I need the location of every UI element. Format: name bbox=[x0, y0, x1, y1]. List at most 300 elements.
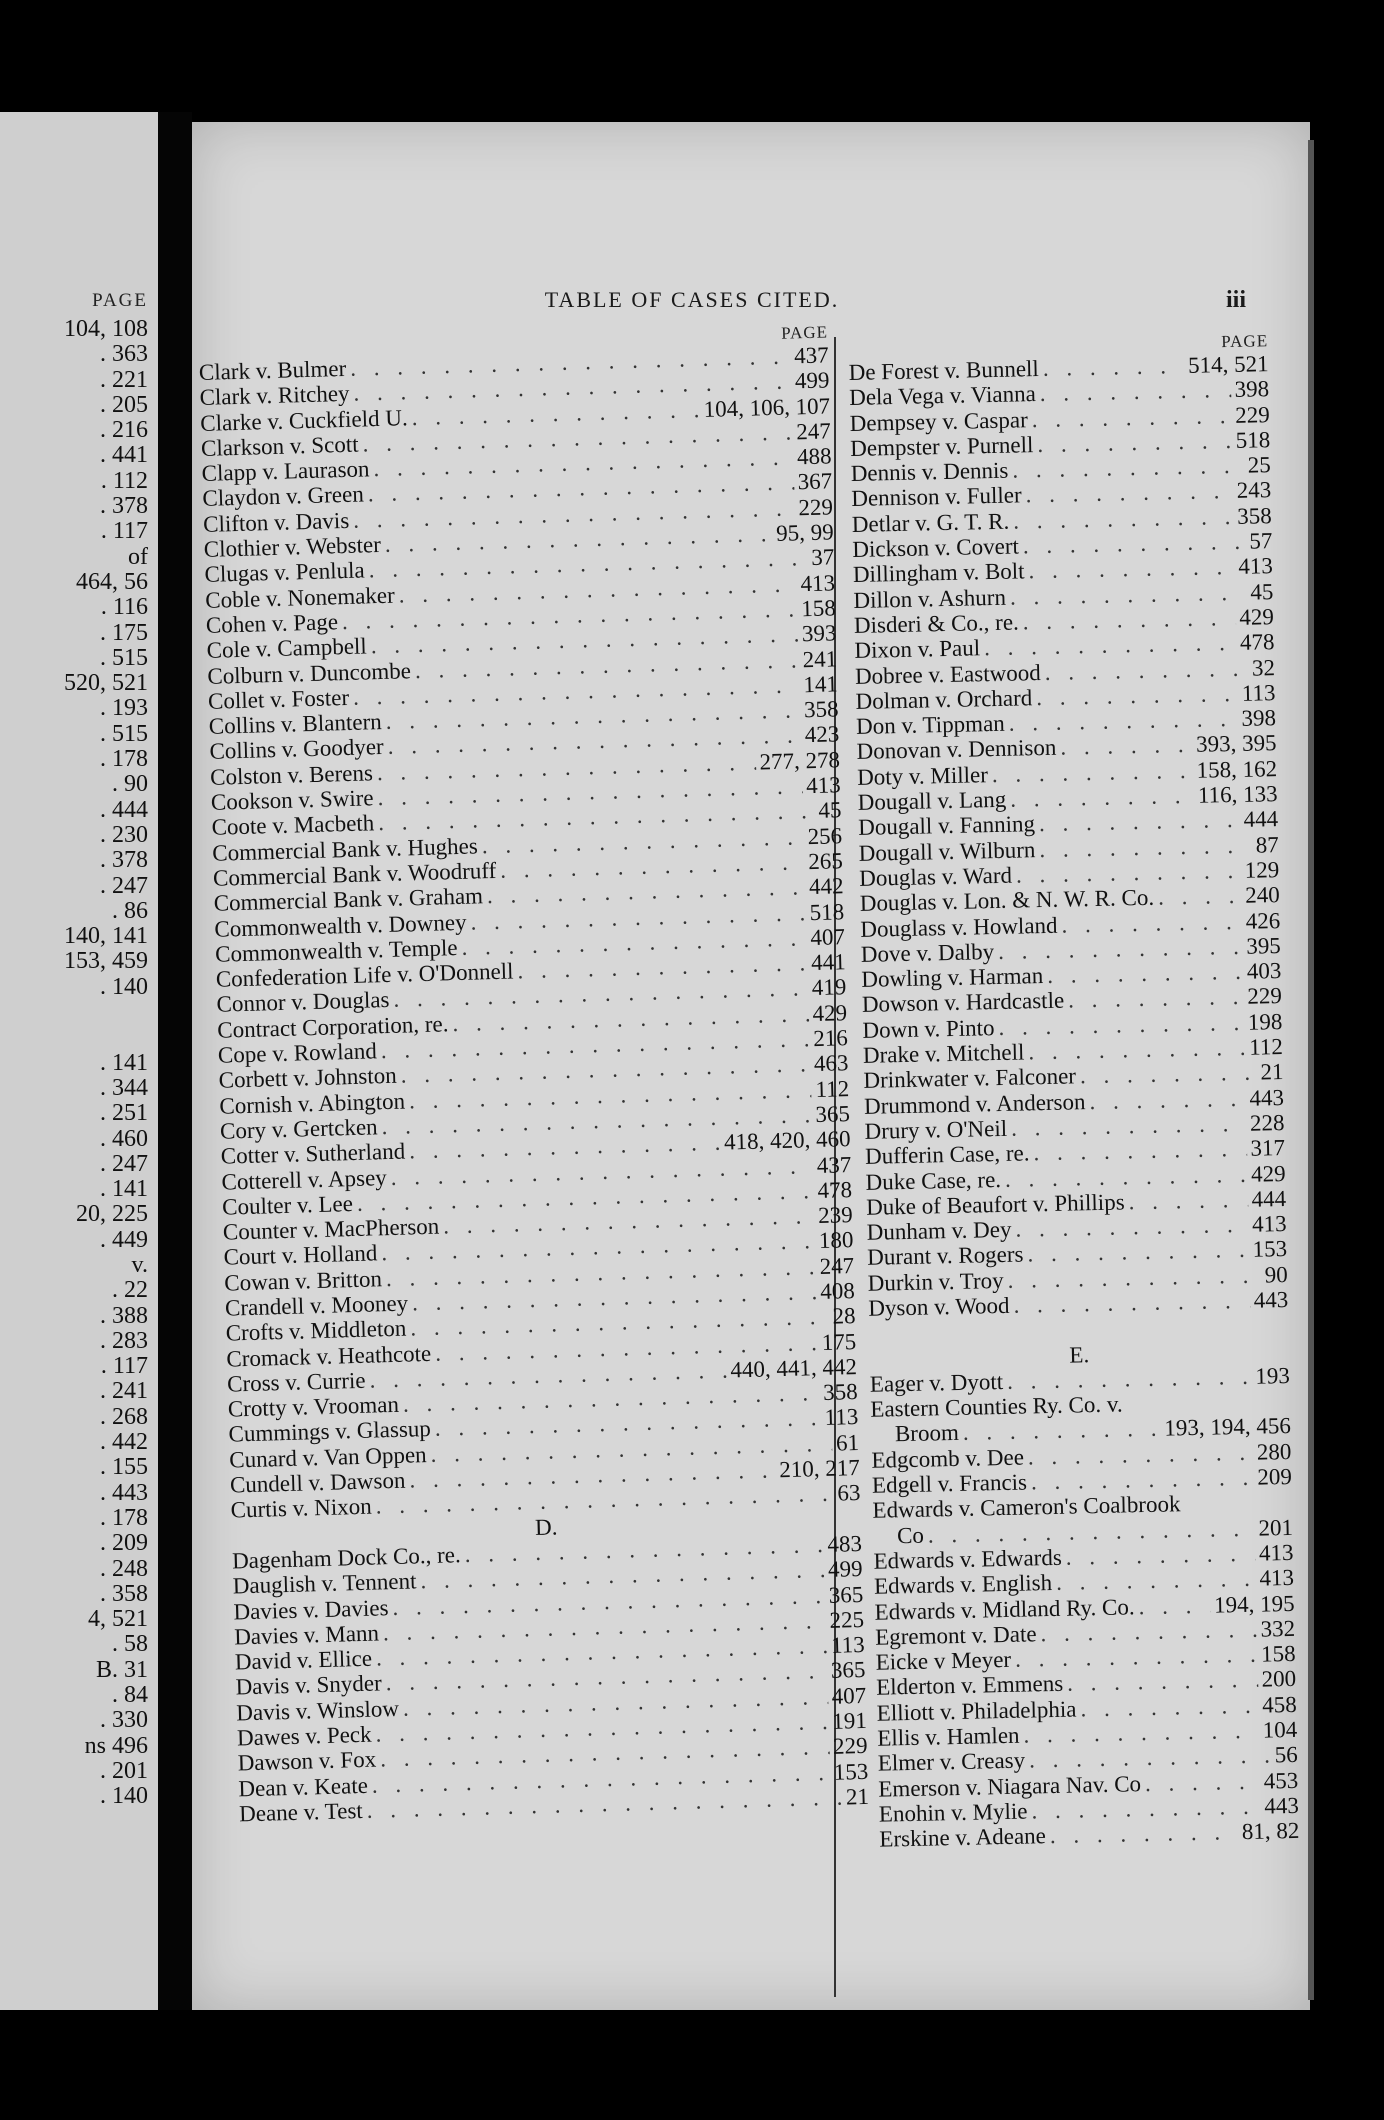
prev-page-row: 520, 521 bbox=[64, 670, 148, 697]
case-name: Dixon v. Paul bbox=[854, 635, 981, 664]
case-name: Enohin v. Mylie bbox=[878, 1798, 1028, 1827]
prev-page-row: . 247 bbox=[100, 1150, 148, 1177]
left-entries bbox=[199, 342, 861, 1523]
case-name: Dufferin Case, re. bbox=[864, 1140, 1030, 1170]
case-name: Cunard v. Van Oppen bbox=[228, 1441, 427, 1473]
case-page-number: 518 bbox=[809, 898, 845, 925]
prev-page-row: . 241 bbox=[100, 1378, 148, 1405]
case-name: David v. Ellice bbox=[234, 1645, 373, 1675]
prev-page-row: . 117 bbox=[100, 518, 148, 545]
section-heading-d: D. bbox=[534, 1514, 558, 1540]
prev-page-row: . 117 bbox=[100, 1353, 148, 1380]
prev-page-row bbox=[0, 1025, 148, 1050]
case-name: Dolman v. Orchard bbox=[855, 685, 1033, 714]
case-name: Dauglish v. Tennent bbox=[232, 1568, 417, 1599]
case-page-number: 442 bbox=[808, 873, 844, 900]
case-page-number: 443 bbox=[1264, 1792, 1300, 1819]
case-page-number: 426 bbox=[1245, 907, 1281, 934]
case-page-number: 418, 420, 460 bbox=[723, 1126, 851, 1155]
prev-page-row: . 155 bbox=[100, 1454, 148, 1481]
case-name: Confederation Life v. O'Donnell bbox=[215, 958, 514, 992]
case-page-number: 112 bbox=[1248, 1034, 1284, 1060]
case-name: Drake v. Mitchell bbox=[862, 1039, 1025, 1068]
case-name: Drummond v. Anderson bbox=[863, 1088, 1086, 1119]
case-name: Edgcomb v. Dee bbox=[871, 1444, 1025, 1473]
case-page-number: 153 bbox=[1252, 1236, 1288, 1263]
case-page-number: 478 bbox=[817, 1176, 853, 1203]
case-name: Elderton v. Emmens bbox=[875, 1671, 1064, 1701]
prev-page-row: . 283 bbox=[100, 1327, 148, 1354]
case-name: Elmer v. Creasy bbox=[877, 1747, 1026, 1777]
case-name: Dawson v. Fox bbox=[237, 1746, 377, 1776]
case-page-number: 256 bbox=[807, 822, 843, 849]
case-page-number: 57 bbox=[1249, 528, 1273, 554]
case-page-number: 200 bbox=[1261, 1666, 1297, 1693]
prev-page-row: . 378 bbox=[100, 493, 148, 520]
case-page-number: 444 bbox=[1243, 806, 1279, 833]
case-page-number: 488 bbox=[796, 443, 832, 470]
case-name: Counter v. MacPherson bbox=[222, 1213, 440, 1245]
case-page-number: 478 bbox=[1239, 629, 1275, 656]
case-name: Dela Vega v. Vianna bbox=[848, 381, 1037, 411]
case-page-number: 113 bbox=[1241, 679, 1276, 706]
case-name: Dillingham v. Bolt bbox=[852, 558, 1025, 588]
case-name: Dyson v. Wood bbox=[868, 1292, 1010, 1321]
prev-page-row: . 441 bbox=[100, 442, 148, 469]
case-page-number: 440, 441, 442 bbox=[730, 1353, 858, 1383]
case-name: Edwards v. Cameron's Coalbrook bbox=[872, 1491, 1181, 1524]
case-page-number: 413 bbox=[1259, 1565, 1295, 1591]
prev-page-row: . 251 bbox=[100, 1100, 148, 1127]
case-page-number: 158 bbox=[1260, 1641, 1296, 1667]
prev-page-row: . 443 bbox=[100, 1479, 148, 1506]
case-page-number: 112 bbox=[815, 1075, 850, 1102]
case-page-number: 37 bbox=[810, 544, 835, 571]
case-name: Dagenham Dock Co., re. bbox=[231, 1542, 462, 1574]
case-page-number: 45 bbox=[818, 797, 842, 824]
case-name: Dowling v. Harman bbox=[861, 963, 1044, 992]
case-page-number: 243 bbox=[1236, 477, 1272, 504]
case-page-number: 365 bbox=[830, 1657, 866, 1684]
prev-page-row: . 175 bbox=[100, 619, 148, 646]
case-page-number: 419 bbox=[811, 974, 847, 1001]
case-name: Egremont v. Date bbox=[874, 1621, 1037, 1650]
case-page-number: 358 bbox=[803, 696, 839, 723]
book-gutter bbox=[158, 112, 192, 2010]
case-page-number: 194, 195 bbox=[1213, 1590, 1295, 1618]
prev-page-row: . 247 bbox=[100, 872, 148, 899]
prev-page-row: . 22 bbox=[112, 1277, 148, 1304]
case-page-number: 458 bbox=[1261, 1691, 1297, 1718]
case-name: Clarke v. Cuckfield U. bbox=[199, 404, 408, 436]
case-name: Dougall v. Fanning bbox=[857, 811, 1036, 841]
prev-page-row: . 444 bbox=[100, 796, 148, 823]
prev-page-row: . 116 bbox=[100, 594, 148, 621]
prev-page-row: . 112 bbox=[100, 467, 148, 494]
page-folio: iii bbox=[1225, 287, 1246, 313]
case-name: Dunham v. Dey bbox=[866, 1216, 1012, 1245]
case-name: Erskine v. Adeane bbox=[879, 1823, 1047, 1852]
case-name: Edgell v. Francis bbox=[871, 1469, 1028, 1498]
case-name: Duke Case, re. bbox=[865, 1166, 1002, 1195]
leader-dots bbox=[1031, 1465, 1254, 1495]
prev-page-row: . 140 bbox=[100, 973, 148, 1000]
case-name: Clark v. Ritchey bbox=[199, 381, 350, 411]
case-page-number: 191 bbox=[831, 1707, 868, 1734]
case-page-number: 367 bbox=[797, 468, 833, 495]
case-name: Dean v. Keate bbox=[238, 1772, 369, 1802]
prev-page-row: . 141 bbox=[100, 1176, 148, 1203]
case-name: Edwards v. Edwards bbox=[873, 1544, 1063, 1574]
case-page-number: 413 bbox=[805, 772, 842, 799]
case-page-number: 28 bbox=[832, 1303, 856, 1329]
case-page-number: 247 bbox=[819, 1252, 855, 1279]
case-page-number: 158 bbox=[800, 595, 837, 622]
case-name: Cory v. Gertcken bbox=[219, 1114, 378, 1144]
prev-page-row: . 140 bbox=[100, 1783, 148, 1810]
prev-page-row: 464, 56 bbox=[76, 568, 148, 595]
case-page-number: 229 bbox=[1234, 401, 1270, 428]
prev-page-row: ns 496 bbox=[84, 1732, 148, 1759]
case-page-number: 90 bbox=[1264, 1261, 1288, 1288]
prev-page-page-numbers bbox=[0, 317, 148, 1810]
case-name: Drury v. O'Neil bbox=[864, 1115, 1008, 1144]
case-name: Dempsey v. Caspar bbox=[849, 406, 1028, 436]
prev-page-row: . 248 bbox=[100, 1555, 148, 1582]
prev-page-row: . 460 bbox=[100, 1125, 148, 1152]
case-name: Claydon v. Green bbox=[202, 481, 365, 512]
case-page-number: 116, 133 bbox=[1197, 781, 1278, 808]
case-name: Edwards v. Midland Ry. Co. bbox=[874, 1593, 1135, 1625]
case-page-number: 413 bbox=[1251, 1211, 1287, 1237]
case-page-number: 21 bbox=[1260, 1059, 1284, 1085]
case-name: Davies v. Mann bbox=[233, 1620, 380, 1650]
case-page-number: 229 bbox=[1247, 983, 1283, 1010]
case-page-number: 437 bbox=[816, 1151, 852, 1178]
case-name: Cundell v. Dawson bbox=[229, 1467, 406, 1498]
case-name: Edwards v. English bbox=[873, 1570, 1053, 1599]
case-page-number: 358 bbox=[822, 1379, 858, 1406]
case-name: Douglas v. Ward bbox=[859, 862, 1013, 891]
case-name: Dillon v. Ashurn bbox=[853, 584, 1007, 613]
prev-page-row: . 84 bbox=[112, 1682, 148, 1709]
prev-page-row: . 363 bbox=[100, 341, 148, 368]
case-page-number: 518 bbox=[1235, 427, 1271, 453]
left-column bbox=[198, 322, 869, 1826]
prev-page-row: . 90 bbox=[112, 771, 148, 798]
case-name: Eicke v Meyer bbox=[875, 1647, 1012, 1675]
case-name: Cummings v. Glassup bbox=[228, 1416, 432, 1448]
case-page-number: 407 bbox=[810, 924, 846, 950]
case-name: Cope v. Rowland bbox=[217, 1038, 378, 1068]
case-page-number: 25 bbox=[1247, 452, 1271, 478]
case-page-number: 365 bbox=[815, 1101, 851, 1127]
prev-page-row: . 58 bbox=[112, 1631, 148, 1658]
case-name: Coulter v. Lee bbox=[221, 1190, 354, 1220]
case-page-number: 153 bbox=[833, 1758, 869, 1785]
running-head: TABLE OF CASES CITED. bbox=[544, 287, 840, 312]
case-page-number: 398 bbox=[1234, 376, 1270, 403]
case-name: Clark v. Bulmer bbox=[198, 355, 347, 385]
leader-dots bbox=[1065, 1541, 1255, 1570]
case-name: Doty v. Miller bbox=[856, 761, 989, 790]
prev-page-row: v. bbox=[131, 1251, 148, 1278]
case-page-number: 403 bbox=[1246, 958, 1282, 984]
case-name: Curtis v. Nixon bbox=[230, 1493, 372, 1523]
case-name: Durkin v. Troy bbox=[867, 1267, 1004, 1296]
right-entries bbox=[848, 351, 1288, 1321]
leader-dots bbox=[1061, 908, 1242, 937]
case-page-number: 444 bbox=[1251, 1185, 1287, 1212]
case-name: Dowson v. Hardcastle bbox=[861, 988, 1065, 1018]
prev-page-row: . 141 bbox=[100, 1049, 148, 1076]
case-name: Coote v. Macbeth bbox=[211, 810, 375, 841]
case-page-number: 239 bbox=[817, 1202, 854, 1229]
prev-page-row: . 515 bbox=[100, 720, 148, 747]
previous-page-fragment bbox=[0, 112, 158, 2010]
case-name: Commercial Bank v. Graham bbox=[213, 883, 484, 917]
case-page-number: 453 bbox=[1263, 1767, 1299, 1794]
case-page-number: 201 bbox=[1258, 1514, 1294, 1541]
case-name: Collet v. Foster bbox=[207, 684, 350, 714]
prev-page-row: . 221 bbox=[100, 366, 148, 393]
case-page-number: 180 bbox=[818, 1227, 854, 1254]
prev-page-row: of bbox=[128, 543, 148, 570]
page-edge bbox=[1308, 140, 1314, 2000]
leader-dots bbox=[1080, 1692, 1258, 1721]
case-name: Crotty v. Vrooman bbox=[227, 1391, 400, 1422]
case-page-number: 193, 194, 456 bbox=[1164, 1413, 1292, 1442]
case-name: Dempster v. Purnell bbox=[850, 432, 1034, 461]
case-page-number: 429 bbox=[812, 999, 848, 1026]
prev-page-row: . 330 bbox=[100, 1707, 148, 1734]
prev-page-row: . 268 bbox=[100, 1403, 148, 1430]
case-page-number: 158, 162 bbox=[1196, 755, 1278, 783]
case-page-number: 408 bbox=[819, 1278, 856, 1304]
prev-page-row: . 230 bbox=[100, 821, 148, 848]
case-page-number: 499 bbox=[794, 367, 830, 394]
left-page-label: PAGE bbox=[780, 322, 829, 343]
case-name: Disderi & Co., re. bbox=[853, 609, 1020, 638]
case-page-number: 141 bbox=[803, 671, 839, 698]
case-page-number: 209 bbox=[1257, 1464, 1293, 1490]
case-page-number: 95, 99 bbox=[775, 519, 834, 547]
case-page-number: 175 bbox=[821, 1328, 857, 1355]
case-page-number: 277, 278 bbox=[759, 746, 841, 775]
case-name: Davis v. Snyder bbox=[235, 1670, 383, 1700]
case-name: Down v. Pinto bbox=[862, 1014, 995, 1043]
prev-page-row: . 205 bbox=[100, 391, 148, 418]
prev-page-row: 4, 521 bbox=[88, 1606, 148, 1633]
case-name: Cornish v. Abington bbox=[219, 1088, 406, 1119]
case-name: Cookson v. Swire bbox=[210, 785, 374, 815]
case-name: Connor v. Douglas bbox=[216, 987, 390, 1018]
case-name: Cohen v. Page bbox=[205, 609, 339, 638]
case-page-number: 398 bbox=[1241, 705, 1277, 731]
right-page-label: PAGE bbox=[1221, 331, 1269, 352]
case-name: Commonwealth v. Downey bbox=[214, 909, 467, 942]
case-name: Dougall v. Lang bbox=[857, 786, 1007, 815]
case-name: Cotter v. Sutherland bbox=[220, 1138, 406, 1169]
case-name: Durant v. Rogers bbox=[866, 1241, 1024, 1271]
case-page-number: 198 bbox=[1247, 1008, 1283, 1035]
section-heading-e: E. bbox=[1069, 1341, 1090, 1368]
case-page-number: 437 bbox=[793, 342, 830, 369]
case-page-number: 81, 82 bbox=[1241, 1818, 1300, 1845]
leader-dots bbox=[1010, 783, 1194, 812]
case-name: Collins v. Blantern bbox=[208, 709, 382, 740]
case-name: De Forest v. Bunnell bbox=[848, 356, 1040, 385]
case-page-number: 104, 106, 107 bbox=[703, 392, 831, 422]
case-page-number: 240 bbox=[1244, 882, 1280, 909]
case-page-number: 423 bbox=[804, 721, 840, 748]
prev-page-row: . 442 bbox=[100, 1429, 148, 1456]
case-page-number: 413 bbox=[800, 569, 836, 596]
case-page-number: 229 bbox=[798, 494, 834, 521]
case-page-number: 113 bbox=[830, 1632, 866, 1658]
prev-page-row: B. 31 bbox=[95, 1656, 148, 1683]
case-page-number: 229 bbox=[832, 1733, 868, 1760]
case-page-number: 358 bbox=[1237, 502, 1273, 529]
leader-dots bbox=[1138, 1592, 1210, 1619]
case-name: Dawes v. Peck bbox=[236, 1721, 372, 1751]
case-name: Deane v. Test bbox=[238, 1797, 364, 1827]
prev-page-row: . 449 bbox=[100, 1226, 148, 1253]
case-name: Crofts v. Middleton bbox=[225, 1315, 407, 1346]
prev-page-row: 153, 459 bbox=[64, 948, 148, 975]
left-entries-d bbox=[232, 1531, 870, 1827]
case-page-number: 87 bbox=[1255, 831, 1279, 858]
case-name: Dove v. Dalby bbox=[860, 938, 995, 967]
case-page-number: 429 bbox=[1239, 604, 1275, 630]
case-name: Broom bbox=[894, 1420, 960, 1447]
case-page-number: 429 bbox=[1250, 1160, 1286, 1187]
case-page-number: 332 bbox=[1260, 1615, 1296, 1642]
prev-page-row: 20, 225 bbox=[76, 1201, 148, 1228]
case-name: Duke of Beaufort v. Phillips bbox=[865, 1189, 1125, 1220]
case-name: Cowan v. Britton bbox=[223, 1265, 383, 1296]
prev-page-row: . 515 bbox=[100, 644, 148, 671]
right-entries-e bbox=[870, 1363, 1300, 1852]
case-name: Colston v. Berens bbox=[209, 760, 374, 790]
prev-page-row: . 201 bbox=[100, 1757, 148, 1784]
case-name: Court v. Holland bbox=[223, 1240, 378, 1271]
case-name: Cotterell v. Apsey bbox=[221, 1164, 388, 1195]
case-name: Eager v. Dyott bbox=[869, 1368, 1004, 1397]
case-page-number: 32 bbox=[1251, 654, 1276, 681]
case-name: Clifton v. Davis bbox=[202, 507, 350, 537]
case-page-number: 21 bbox=[845, 1783, 870, 1810]
case-page-number: 407 bbox=[831, 1682, 867, 1709]
case-name: Collins v. Goodyer bbox=[209, 734, 384, 765]
case-name: Clarkson v. Scott bbox=[200, 431, 359, 461]
case-page-number: 265 bbox=[807, 848, 844, 875]
case-page-number: 228 bbox=[1249, 1109, 1285, 1136]
case-page-number: 216 bbox=[812, 1025, 849, 1052]
leader-dots bbox=[1158, 883, 1242, 910]
case-page-number: 443 bbox=[1253, 1286, 1289, 1313]
leader-dots bbox=[1007, 1364, 1252, 1394]
case-name: Dennis v. Dennis bbox=[850, 457, 1009, 487]
case-page-number: 499 bbox=[827, 1556, 863, 1583]
prev-page-row: . 216 bbox=[100, 417, 148, 444]
case-page-number: 61 bbox=[835, 1429, 860, 1456]
leader-dots bbox=[1080, 1060, 1257, 1089]
case-name: Commercial Bank v. Woodruff bbox=[212, 857, 497, 891]
case-name: Commercial Bank v. Hughes bbox=[211, 833, 479, 866]
case-name: Eastern Counties Ry. Co. v. bbox=[870, 1391, 1123, 1422]
case-page-number: 413 bbox=[1258, 1539, 1294, 1566]
case-name: Clothier v. Webster bbox=[203, 532, 382, 562]
case-name: Douglass v. Howland bbox=[860, 912, 1058, 942]
prev-page-row: 104, 108 bbox=[64, 316, 148, 342]
case-page-number: 113 bbox=[824, 1404, 859, 1431]
case-page-number: 483 bbox=[827, 1530, 863, 1557]
case-name: Dickson v. Covert bbox=[852, 533, 1020, 563]
case-name: Drinkwater v. Falconer bbox=[863, 1063, 1077, 1094]
case-name: Dougall v. Wilburn bbox=[858, 836, 1036, 866]
case-page-number: 56 bbox=[1274, 1742, 1298, 1768]
case-page-number: 210, 217 bbox=[778, 1455, 861, 1483]
case-name: Emerson v. Niagara Nav. Co bbox=[878, 1770, 1142, 1802]
leader-dots bbox=[1145, 1768, 1260, 1796]
case-name: Detlar v. G. T. R. bbox=[851, 508, 1010, 537]
case-page-number: 317 bbox=[1250, 1135, 1286, 1161]
book-page bbox=[192, 122, 1310, 2010]
case-name: Cross v. Currie bbox=[226, 1367, 366, 1397]
leader-dots bbox=[1068, 984, 1244, 1013]
prev-page-row: . 193 bbox=[100, 695, 148, 722]
case-page-number: 441 bbox=[810, 949, 846, 976]
prev-page-row: . 209 bbox=[100, 1530, 148, 1557]
case-name: Cromack v. Heathcote bbox=[226, 1340, 432, 1372]
prev-page-header: PAGE bbox=[92, 290, 148, 311]
case-page-number: 514, 521 bbox=[1187, 351, 1269, 378]
prev-page-row: . 86 bbox=[112, 897, 148, 924]
case-page-number: 413 bbox=[1238, 553, 1274, 580]
case-name: Contract Corporation, re. bbox=[216, 1010, 449, 1043]
case-page-number: 280 bbox=[1256, 1438, 1292, 1465]
case-name: Colburn v. Duncombe bbox=[207, 657, 412, 689]
case-name: Elliott v. Philadelphia bbox=[876, 1696, 1077, 1726]
case-name: Clugas v. Penlula bbox=[204, 557, 365, 588]
case-name: Dobree v. Eastwood bbox=[854, 659, 1041, 689]
case-page-number: 63 bbox=[837, 1480, 861, 1506]
case-name: Clapp v. Laurason bbox=[201, 456, 370, 487]
case-page-number: 45 bbox=[1250, 578, 1274, 605]
leader-dots bbox=[1050, 1819, 1239, 1848]
prev-page-row: . 178 bbox=[100, 746, 148, 773]
prev-page-row bbox=[0, 1000, 148, 1025]
prev-page-row: . 344 bbox=[100, 1074, 148, 1101]
prev-page-row: . 358 bbox=[100, 1580, 148, 1607]
case-page-number: 443 bbox=[1249, 1084, 1285, 1111]
case-page-number: 129 bbox=[1244, 857, 1280, 883]
case-name: Dennison v. Fuller bbox=[851, 482, 1022, 512]
prev-page-row: . 378 bbox=[100, 847, 148, 874]
case-page-number: 395 bbox=[1246, 932, 1282, 959]
case-page-number: 225 bbox=[829, 1606, 865, 1633]
case-page-number: 193 bbox=[1255, 1362, 1291, 1389]
case-name: Commonwealth v. Temple bbox=[214, 934, 458, 967]
case-page-number: 241 bbox=[802, 645, 838, 672]
case-name: Ellis v. Hamlen bbox=[877, 1722, 1020, 1751]
case-name: Douglas v. Lon. & N. W. R. Co. bbox=[859, 884, 1155, 917]
case-name: Coble v. Nonemaker bbox=[204, 582, 396, 613]
leader-dots bbox=[1128, 1187, 1247, 1215]
leader-dots bbox=[1060, 732, 1192, 760]
case-page-number: 247 bbox=[795, 418, 832, 445]
